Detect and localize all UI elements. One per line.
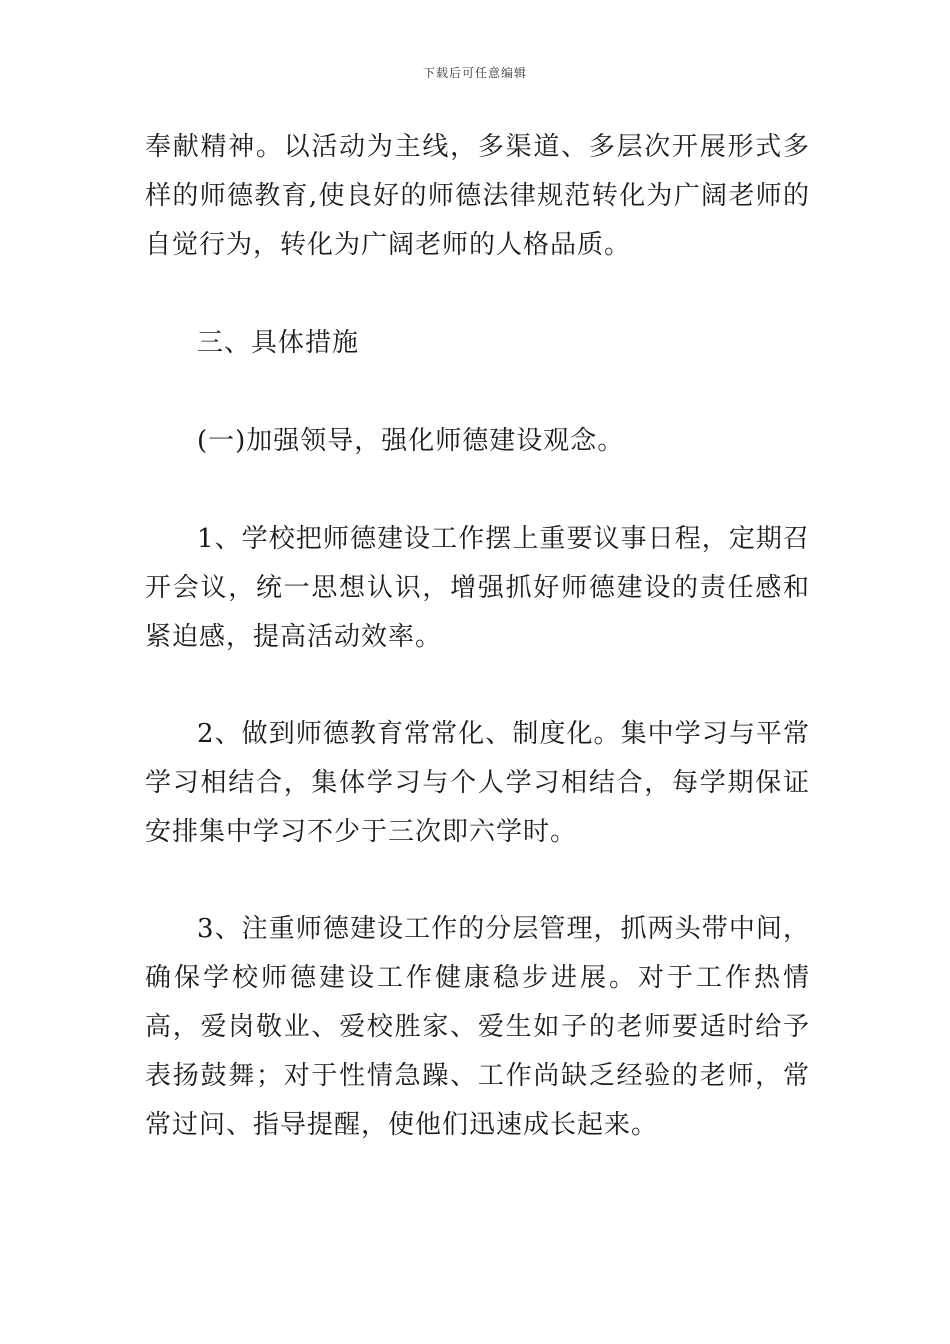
page-header-note: 下载后可任意编辑 [422,66,527,80]
document-body [145,123,810,1150]
section-heading: 三、具体措施 [197,328,360,358]
subsection-heading: (一)加强领导，强化师德建设观念。 [197,426,625,456]
list-item-2: 2、做到师德教育常常化、制度化。集中学习与平常学习相结合，集体学习与个人学习相结合，每学期保证安排集中学习不少于三次即六学时。 [145,719,810,847]
list-item-1: 1、学校把师德建设工作摆上重要议事日程，定期召开会议，统一思想认识，增强抓好师德建设的责任感和紧迫感，提高活动效率。 [145,524,810,652]
list-item-3: 3、注重师德建设工作的分层管理，抓两头带中间，确保学校师德建设工作健康稳步进展。对于工作热情高，爱岗敬业、爱校胜家、爱生如子的老师要适时给予表扬鼓舞；对于性情急躁、工作尚缺乏经验的老师，常常过问、指导提醒，使他们迅速成长起来。 [145,914,810,1140]
paragraph-continuation: 奉献精神。以活动为主线，多渠道、多层次开展形式多样的师德教育,使良好的师德法律规范转化为广阔老师的自觉行为，转化为广阔老师的人格品质。 [145,132,810,260]
